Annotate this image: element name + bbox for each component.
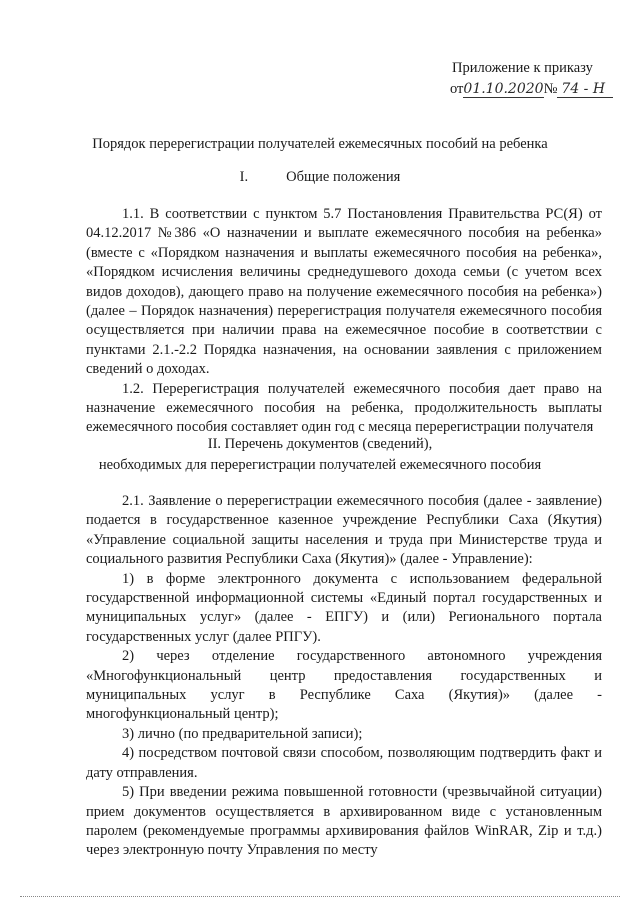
list-item-4: 4) посредством почтовой связи способом, позволяющим подтвердить факт и дату отправления.: [86, 745, 602, 781]
paragraph-1-2: 1.2. Перерегистрация получателей ежемесячного пособия дает право на назначение ежемесячного пособия на ребенка, продолжительность выплаты ежемесячного пособия составляет один год с месяца перерегистрации получателя: [86, 380, 602, 436]
section-1-body: [86, 205, 602, 438]
scan-edge-divider: [20, 896, 620, 897]
section-2-title-line-2: необходимых для перерегистрации получателей ежемесячного пособия: [98, 457, 542, 473]
paragraph-1-1: 1.1. В соответствии с пунктом 5.7 Постановления Правительства РС(Я) от 04.12.2017 №386 «О назначении и выплате ежемесячного пособия на ребенка» (вместе с «Порядком назначения и выплаты ежемесячного пособия на ребенка», «Порядком исчисления величины среднедушевого дохода семьи (с учетом всех видов доходов), дающего право на получение ежемесячного пособия на ребенка») (далее – Порядок назначения) перерегистрация получателя ежемесячного пособия осуществляется при наличии права на ежемесячное пособие в соответствии с пунктами 2.1.-2.2 Порядка назначения, на основании заявления с приложением сведений о доходах.: [86, 206, 602, 378]
order-reference: [450, 81, 613, 98]
section-2-body: [86, 492, 602, 861]
order-prefix: от: [450, 81, 464, 97]
section-2-title-line-1: II. Перечень документов (сведений),: [207, 436, 433, 452]
list-item-1: 1) в форме электронного документа с использованием федеральной государственной информационной системы «Единый портал государственных и муниципальных услуг» (далее - ЕПГУ) и (или) Регионального портала государственных услуг (далее РПГУ).: [86, 570, 602, 645]
document-title: Порядок перерегистрации получателей ежемесячных пособий на ребенка: [92, 136, 548, 152]
order-number-label: №: [543, 81, 558, 97]
list-item-2: 2) через отделение государственного автономного учреждения «Многофункциональный центр предоставления государственных и муниципальных услуг в Республике Саха (Якутия)» (далее - многофункциональный центр);: [86, 648, 602, 723]
list-item-3: 3) лично (по предварительной записи);: [122, 725, 363, 742]
section-2-heading: [0, 434, 640, 476]
order-number: 74 - Н: [557, 81, 613, 98]
attachment-label: Приложение к приказу: [452, 60, 593, 76]
order-date: 01.10.2020: [463, 81, 544, 97]
list-item-5: 5) При введении режима повышенной готовности (чрезвычайной ситуации) прием документов осуществляется в архивированном виде с установленным паролем (рекомендуемые программы архивирования файлов WinRAR, Zip и т.д.) через электронную почту Управления по месту: [86, 784, 602, 859]
paragraph-2-1: 2.1. Заявление о перерегистрации ежемесячного пособия (далее - заявление) подается в государственное казенное учреждение Республики Саха (Якутия) «Управление социальной защиты населения и труда при Министерстве труда и социального развития Республики Саха (Якутия)» (далее - Управление):: [86, 493, 602, 568]
section-1-heading: [0, 169, 640, 186]
section-1-title: Общие положения: [286, 169, 401, 185]
section-1-number: I.: [239, 169, 249, 185]
